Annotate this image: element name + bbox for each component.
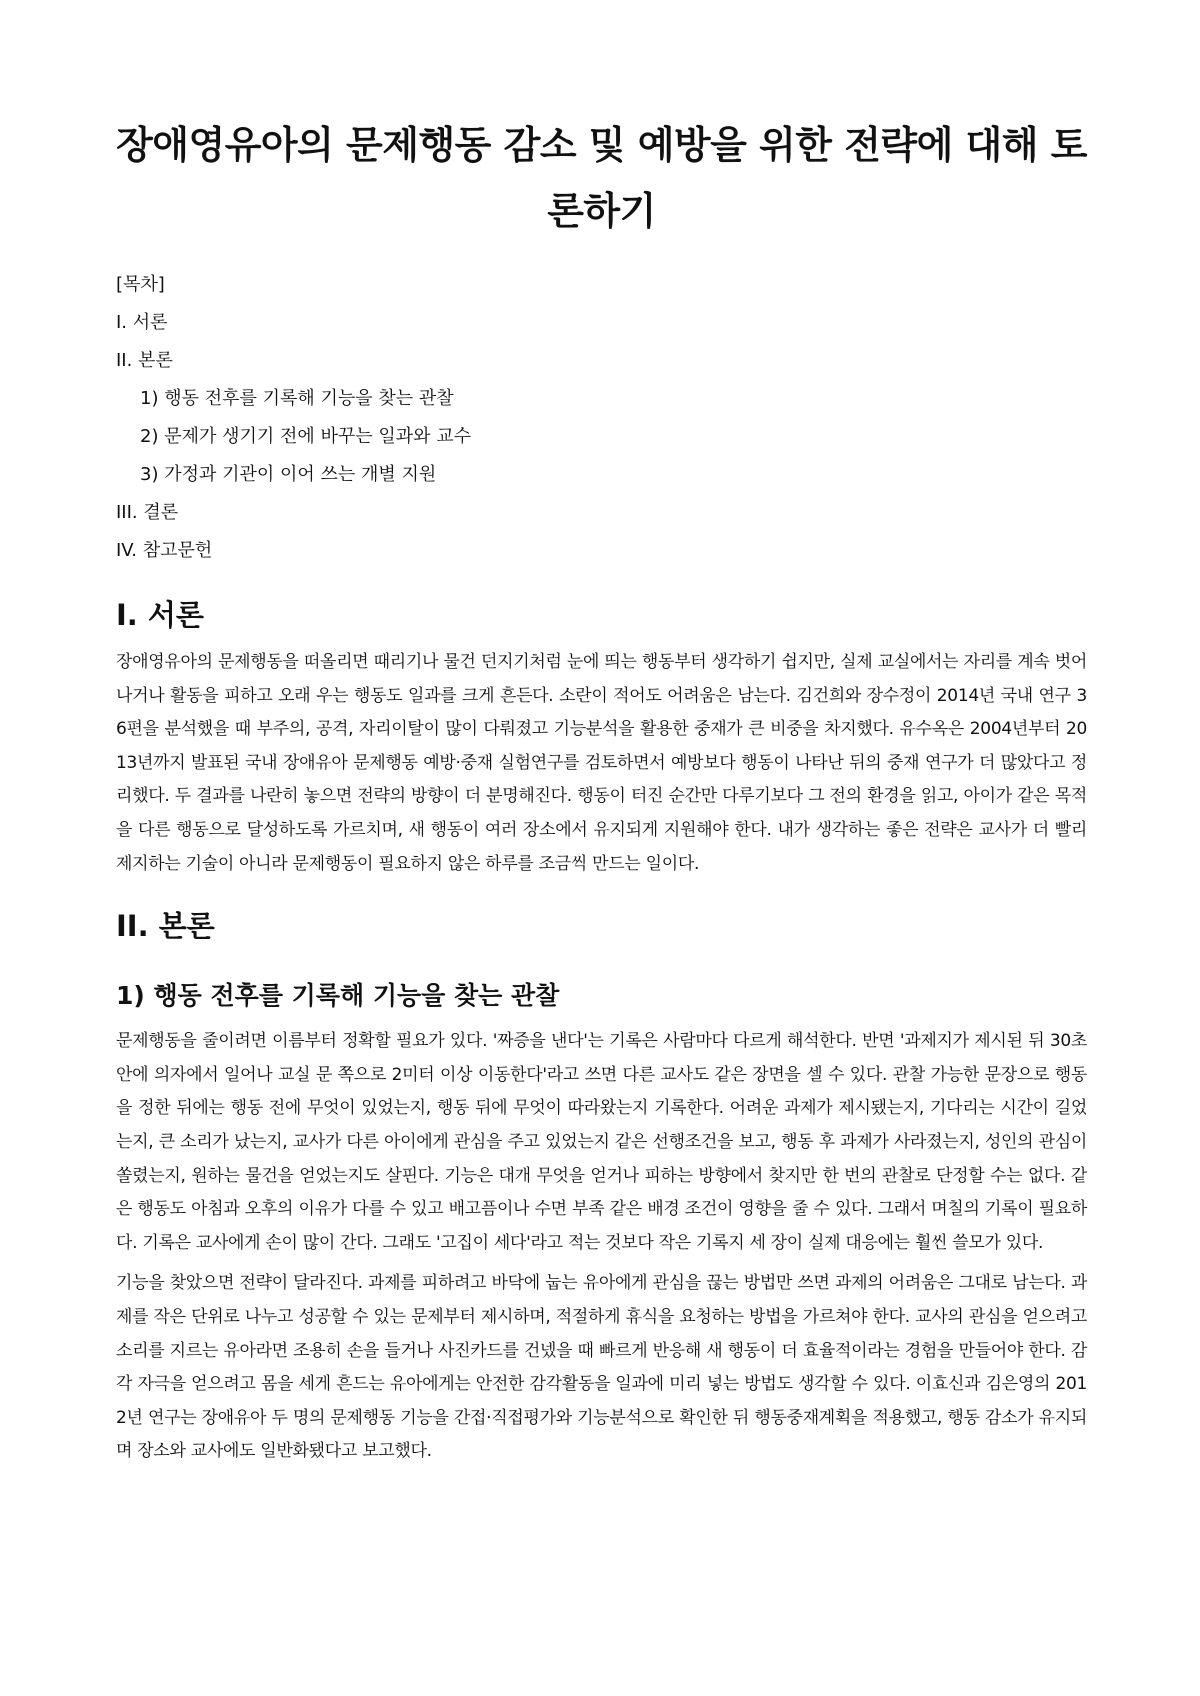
subsection-1-paragraph-2: 기능을 찾았으면 전략이 달라진다. 과제를 피하려고 바닥에 눕는 유아에게 관심을 끊는 방법만 쓰면 과제의 어려움은 그대로 남는다. 과제를 작은 단위로 나누고 성공할 수 있는 문제부터 제시하며, 적절하게 휴식을 요청하는 방법을 가르쳐야 한다. 교사의 관심을 얻으려고 소리를 지르는 유아라면 조용히 손을 들거나 사진카드를 건넸을 때 빠르게 반응해 새 행동이 더 효율적이라는 경험을 만들어야 한다. 감각 자극을 얻으려고 몸을 세게 흔드는 유아에게는 안전한 감각활동을 일과에 미리 넣는 방법도 생각할 수 있다. 이효신과 김은영의 2012년 연구는 장애유아 두 명의 문제행동 기능을 간접·직접평가와 기능분석으로 확인한 뒤 행동중재계획을 적용했고, 행동 감소가 유지되며 장소와 교사에도 일반화됐다고 보고했다.: [116, 1273, 1087, 1462]
subsection-1-paragraph-1: 문제행동을 줄이려면 이름부터 정확할 필요가 있다. '짜증을 낸다'는 기록은 사람마다 다르게 해석한다. 반면 '과제지가 제시된 뒤 30초 안에 의자에서 일어나 교실 문 쪽으로 2미터 이상 이동한다'라고 쓰면 다른 교사도 같은 장면을 셀 수 있다. 관찰 가능한 문장으로 행동을 정한 뒤에는 행동 전에 무엇이 있었는지, 행동 뒤에 무엇이 따라왔는지 기록한다. 어려운 과제가 제시됐는지, 기다리는 시간이 길었는지, 큰 소리가 났는지, 교사가 다른 아이에게 관심을 주고 있었는지 같은 선행조건을 보고, 행동 후 과제가 사라졌는지, 성인의 관심이 쏠렸는지, 원하는 물건을 얻었는지도 살핀다. 기능은 대개 무엇을 얻거나 피하는 방향에서 찾지만 한 번의 관찰로 단정할 수는 없다. 같은 행동도 아침과 오후의 이유가 다를 수 있고 배고픔이나 수면 부족 같은 배경 조건이 영향을 줄 수 있다. 그래서 며칠의 기록이 필요하다. 기록은 교사에게 손이 많이 간다. 그래도 '고집이 세다'라고 적는 것보다 작은 기록지 세 장이 실제 대응에는 훨씬 쓸모가 있다.: [116, 1031, 1087, 1253]
toc-item-intro: I. 서론: [116, 312, 168, 333]
toc-item-conclusion: III. 결론: [116, 502, 179, 523]
toc-item-body-3: 3) 가정과 기관이 이어 쓰는 개별 지원: [140, 464, 437, 485]
intro-paragraph: 장애영유아의 문제행동을 떠올리면 때리기나 물건 던지기처럼 눈에 띄는 행동부터 생각하기 쉽지만, 실제 교실에서는 자리를 계속 벗어나거나 활동을 피하고 오래 우는 행동도 일과를 크게 흔든다. 소란이 적어도 어려움은 남는다. 김건희와 장수정이 2014년 국내 연구 36편을 분석했을 때 부주의, 공격, 자리이탈이 많이 다뤄졌고 기능분석을 활용한 중재가 큰 비중을 차지했다. 유수옥은 2004년부터 2013년까지 발표된 국내 장애유아 문제행동 예방·중재 실험연구를 검토하면서 예방보다 행동이 나타난 뒤의 중재 연구가 더 많았다고 정리했다. 두 결과를 나란히 놓으면 전략의 방향이 더 분명해진다. 행동이 터진 순간만 다루기보다 그 전의 환경을 읽고, 아이가 같은 목적을 다른 행동으로 달성하도록 가르치며, 새 행동이 여러 장소에서 유지되게 지원해야 한다. 내가 생각하는 좋은 전략은 교사가 더 빨리 제지하는 기술이 아니라 문제행동이 필요하지 않은 하루를 조금씩 만드는 일이다.: [116, 652, 1087, 874]
subsection-1-heading: 1) 행동 전후를 기록해 기능을 찾는 관찰: [116, 981, 560, 1011]
body-subsection-1: [116, 975, 1087, 1469]
document-title: 장애영유아의 문제행동 감소 및 예방을 위한 전략에 대해 토론하기: [116, 123, 1087, 233]
body-section: [116, 903, 1087, 1469]
table-of-contents: [116, 266, 1087, 570]
toc-item-body-2: 2) 문제가 생기기 전에 바꾸는 일과와 교수: [140, 426, 472, 447]
intro-section: [116, 592, 1087, 881]
intro-heading: I. 서론: [116, 598, 204, 632]
toc-item-references: IV. 참고문헌: [116, 540, 213, 561]
body-heading: II. 본론: [116, 909, 215, 944]
toc-heading: [목차]: [116, 274, 165, 295]
toc-item-body-1: 1) 행동 전후를 기록해 기능을 찾는 관찰: [140, 388, 454, 409]
toc-item-body: II. 본론: [116, 350, 173, 371]
